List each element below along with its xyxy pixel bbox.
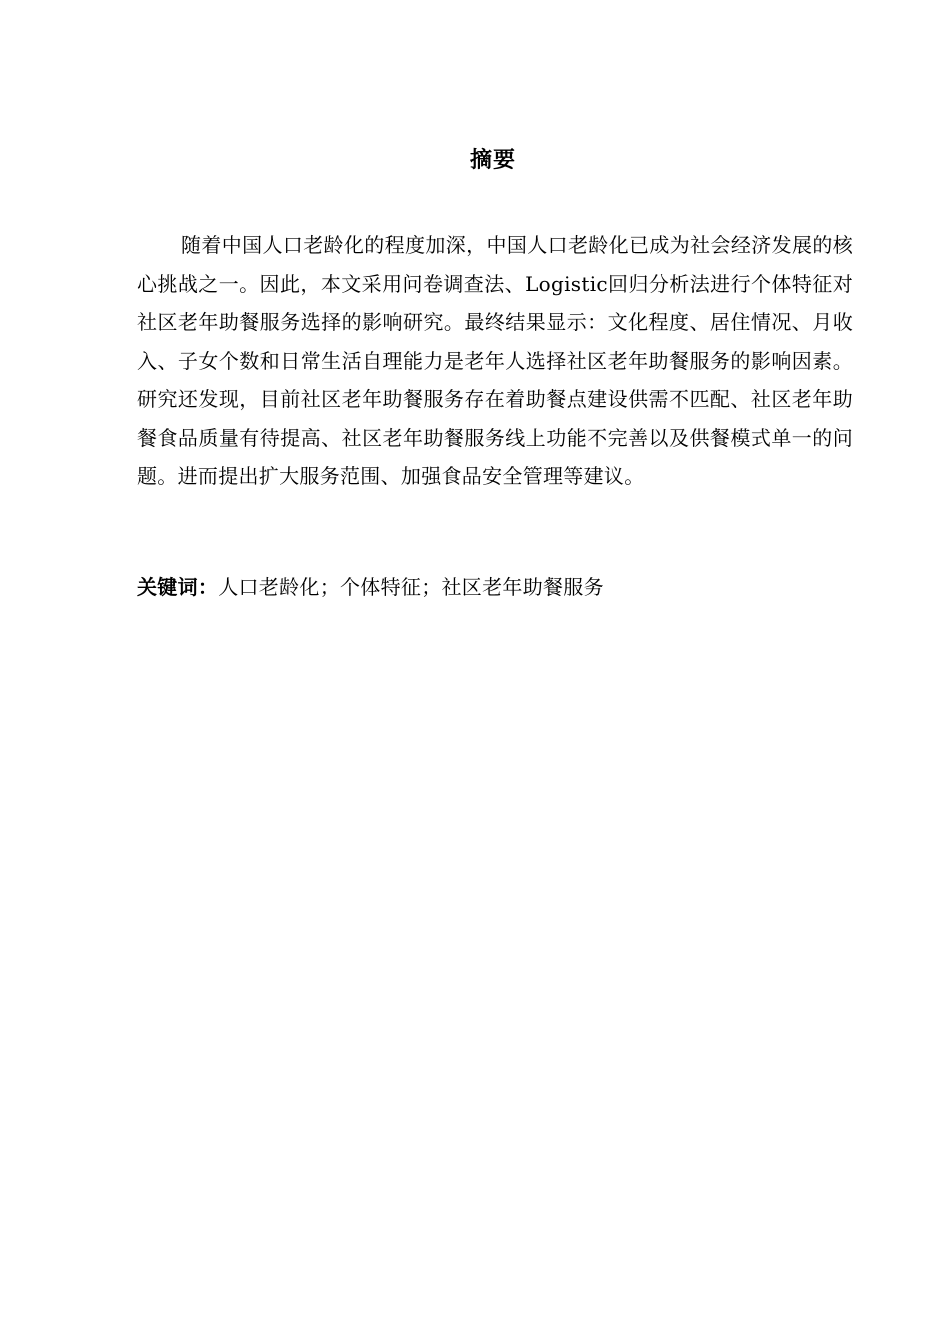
keywords-label: 关键词： bbox=[137, 575, 219, 599]
page-title: 摘要 bbox=[469, 148, 516, 173]
abstract-paragraph: 随着中国人口老龄化的程度加深，中国人口老龄化已成为社会经济发展的核心挑战之一。因此，本文采用问卷调查法、Logistic回归分析法进行个体特征对社区老年助餐服务选择的影响研究。最终结果显示：文化程度、居住情况、月收入、子女个数和日常生活自理能力是老年人选择社区老年助餐服务的影响因素。研究还发现，目前社区老年助餐服务存在着助餐点建设供需不匹配、社区老年助餐食品质量有待提高、社区老年助餐服务线上功能不完善以及供餐模式单一的问题。进而提出扩大服务范围、加强食品安全管理等建议。 bbox=[137, 233, 853, 488]
keywords-text: 人口老龄化；个体特征；社区老年助餐服务 bbox=[218, 575, 604, 599]
keywords-line bbox=[137, 568, 853, 606]
